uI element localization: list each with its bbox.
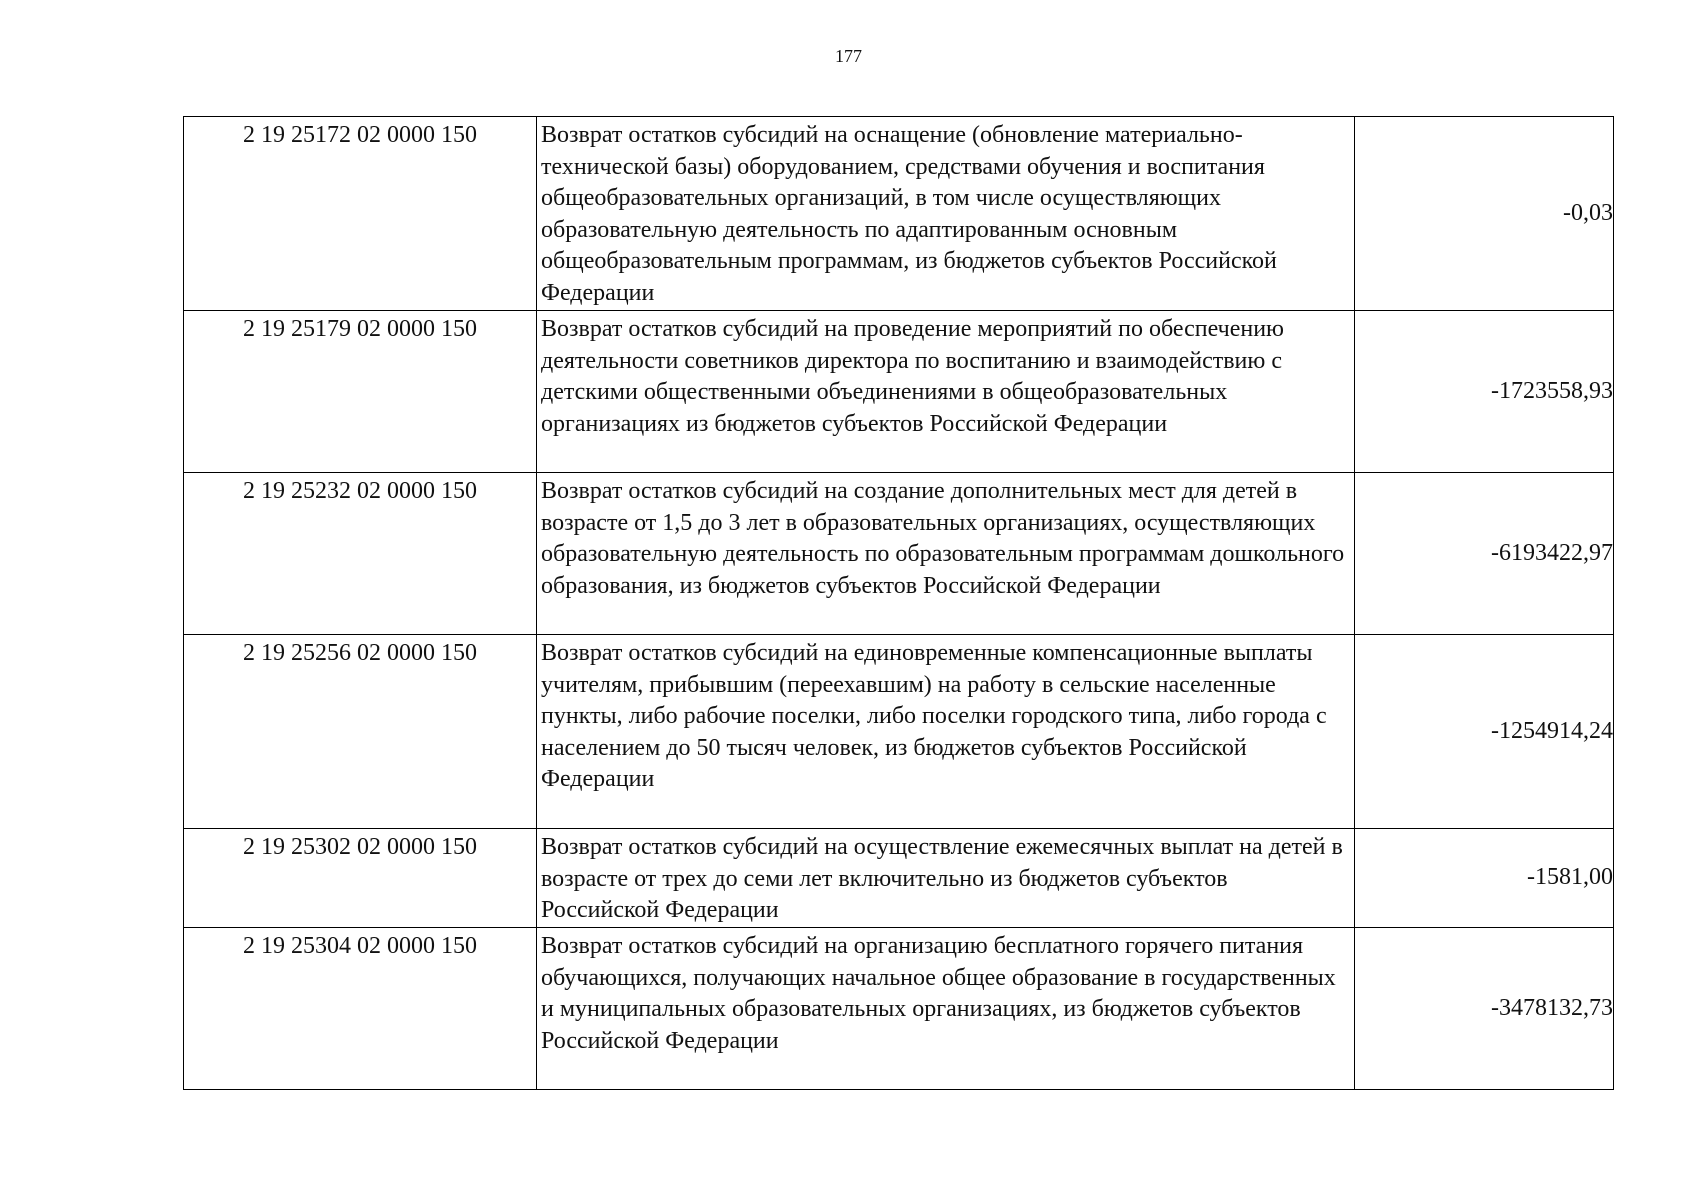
table-row	[184, 473, 1614, 635]
budget-code-cell: 2 19 25302 02 0000 150	[184, 829, 537, 928]
table-row	[184, 117, 1614, 311]
table-row	[184, 928, 1614, 1090]
description-cell: Возврат остатков субсидий на проведение мероприятий по обеспечению деятельности советников директора по воспитанию и взаимодействию с детскими общественными объединениями в общеобразовательных организациях из бюджетов субъектов Российской Федерации	[537, 311, 1355, 473]
budget-code-cell: 2 19 25172 02 0000 150	[184, 117, 537, 311]
description-cell: Возврат остатков субсидий на организацию бесплатного горячего питания обучающихся, получающих начальное общее образование в государственных и муниципальных образовательных организациях, из бюджетов субъектов Российской Федерации	[537, 928, 1355, 1090]
budget-code-cell: 2 19 25304 02 0000 150	[184, 928, 537, 1090]
budget-code-cell: 2 19 25179 02 0000 150	[184, 311, 537, 473]
amount-cell: -6193422,97	[1355, 473, 1614, 635]
budget-table	[183, 116, 1614, 1090]
description-cell: Возврат остатков субсидий на оснащение (обновление материально-технической базы) оборудованием, средствами обучения и воспитания общеобразовательных организаций, в том числе осуществляющих образовательную деятельность по адаптированным основным общеобразовательным программам, из бюджетов субъектов Российской Федерации	[537, 117, 1355, 311]
amount-cell: -0,03	[1355, 117, 1614, 311]
page-number: 177	[835, 46, 862, 66]
description-cell: Возврат остатков субсидий на создание дополнительных мест для детей в возрасте от 1,5 до 3 лет в образовательных организациях, осуществляющих образовательную деятельность по образовательным программам дошкольного образования, из бюджетов субъектов Российской Федерации	[537, 473, 1355, 635]
table-row	[184, 635, 1614, 829]
table-row	[184, 311, 1614, 473]
table-row	[184, 829, 1614, 928]
amount-cell: -1723558,93	[1355, 311, 1614, 473]
budget-code-cell: 2 19 25232 02 0000 150	[184, 473, 537, 635]
description-cell: Возврат остатков субсидий на осуществление ежемесячных выплат на детей в возрасте от трех до семи лет включительно из бюджетов субъектов Российской Федерации	[537, 829, 1355, 928]
amount-cell: -1581,00	[1355, 829, 1614, 928]
budget-code-cell: 2 19 25256 02 0000 150	[184, 635, 537, 829]
description-cell: Возврат остатков субсидий на единовременные компенсационные выплаты учителям, прибывшим (переехавшим) на работу в сельские населенные пункты, либо рабочие поселки, либо поселки городского типа, либо города с населением до 50 тысяч человек, из бюджетов субъектов Российской Федерации	[537, 635, 1355, 829]
amount-cell: -1254914,24	[1355, 635, 1614, 829]
amount-cell: -3478132,73	[1355, 928, 1614, 1090]
